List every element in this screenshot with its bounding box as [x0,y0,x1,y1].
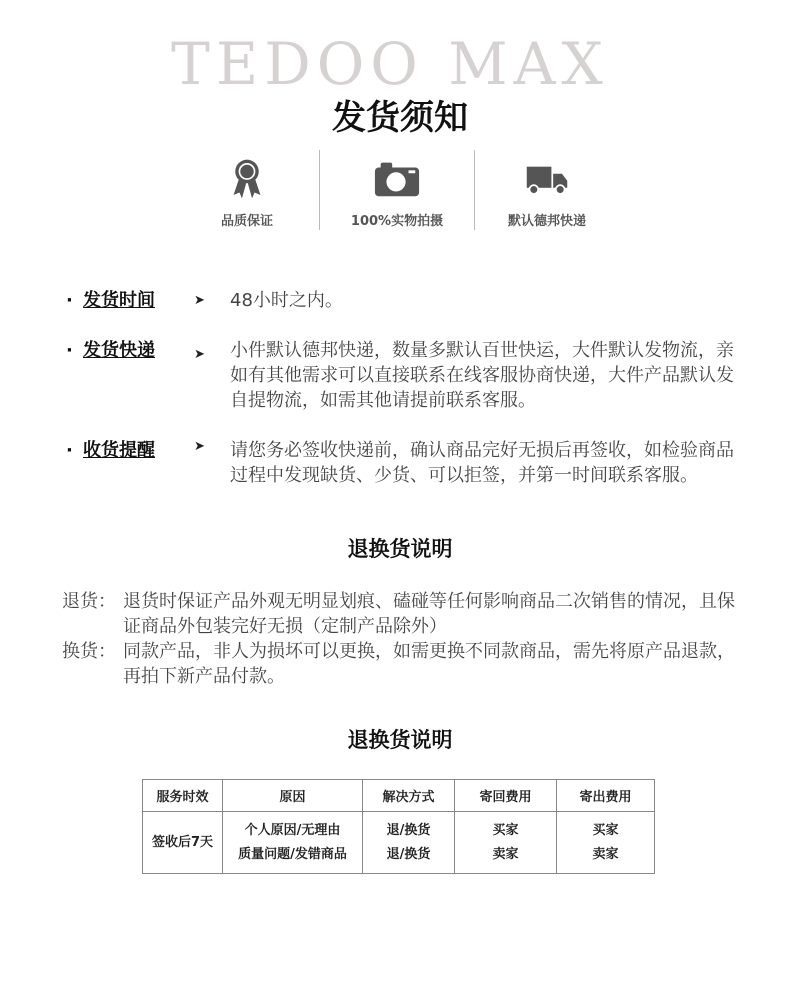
row-text: 48小时之内。 [230,290,343,311]
cell-line: 退/换货 [386,846,431,862]
cell-line: 个人原因/无理由 [244,822,341,838]
item-text: 同款产品，非人为损坏可以更换，如需更换不同款商品，需先将原产品退款，再拍下新产品付款。 [123,641,735,687]
returns-title: 退换货说明 [347,537,453,561]
item-key: 换货： [62,641,116,662]
row-label: 发货时间 [83,290,155,311]
table-title: 退换货说明 [347,728,453,752]
feature-express [472,158,622,229]
feature-quality [172,158,322,229]
item-key: 退货： [62,591,116,612]
arrow-icon: ➤ [194,439,205,454]
receipt-reminder-row [66,438,746,488]
feature-photo [322,158,472,229]
row-text: 小件默认德邦快递，数量多默认百世快运，大件默认发物流，亲如有其他需求可以直接联系在线客服协商快递，大件产品默认发自提物流，如需其他请提前联系客服。 [230,340,734,411]
send-fee-cell [557,812,655,874]
header-cell: 寄出费用 [557,780,655,812]
bullet: · [66,440,73,461]
row-text: 请您务必签收快递前，确认商品完好无损后再签收，如检验商品过程中发现缺货、少货、可以拒签，并第一时间联系客服。 [230,440,734,486]
shipping-time-row [66,288,746,313]
feature-label: 100%实物拍摄 [350,214,444,229]
row-label: 发货快递 [83,340,155,361]
arrow-icon: ➤ [194,347,205,362]
feature-label: 品质保证 [220,214,273,229]
header-cell: 服务时效 [143,780,223,812]
cell-line: 退/换货 [386,822,431,838]
header-cell: 寄回费用 [455,780,557,812]
table-row [143,812,655,874]
cell-line: 买家 [492,822,519,838]
page-title: 发货须知 [332,98,468,138]
feature-label: 默认德邦快递 [507,214,586,229]
brand-watermark: TEDOO MAX [171,34,609,94]
exchange-item [62,639,742,689]
cell-line: 卖家 [592,846,619,862]
arrow-icon: ➤ [194,293,205,308]
cell-line: 卖家 [492,846,519,862]
truck-icon [525,158,569,200]
camera-icon [373,158,421,200]
returns-policy [62,589,742,689]
row-label: 收货提醒 [83,440,155,461]
divider [319,150,320,230]
return-item [62,589,742,639]
solution-cell [363,812,455,874]
bullet: · [66,290,73,311]
reason-cell [223,812,363,874]
header-cell: 解决方式 [363,780,455,812]
item-text: 退货时保证产品外观无明显划痕、磕碰等任何影响商品二次销售的情况，且保证商品外包装完好无损（定制产品除外） [123,591,735,637]
period-cell: 签收后7天 [143,812,223,874]
return-fee-cell [455,812,557,874]
cell-line: 质量问题/发错商品 [238,846,347,862]
cell-line: 买家 [592,822,619,838]
ribbon-award-icon [230,158,264,200]
header-cell: 原因 [223,780,363,812]
shipping-courier-row [66,338,746,413]
bullet: · [66,340,73,361]
table-header [143,780,655,812]
returns-table [142,779,655,874]
